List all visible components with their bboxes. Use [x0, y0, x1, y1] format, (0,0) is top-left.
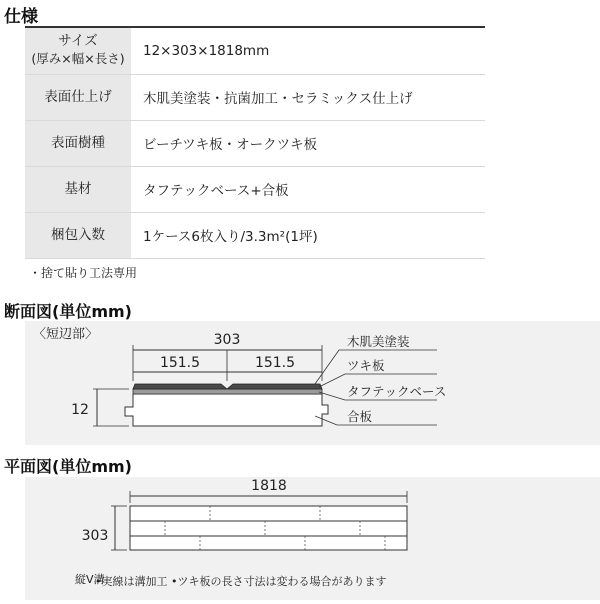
spec-label-pack: 梱包入数 [25, 212, 131, 258]
dim-length-label: 1818 [251, 478, 287, 494]
spec-value-pack: 1ケース6枚入り/3.3m²(1坪) [131, 212, 485, 258]
spec-table [25, 26, 485, 259]
spec-value-finish: 木肌美塗装・抗菌加工・セラミックス仕上げ [131, 74, 485, 120]
spec-label-species: 表面樹種 [25, 120, 131, 166]
spec-value-size: 12×303×1818mm [131, 27, 485, 74]
table-row [25, 27, 485, 74]
table-row [25, 212, 485, 258]
section-title: 断面図(単位mm) [4, 302, 132, 321]
size-label-line2: (厚み×幅×長さ) [31, 51, 125, 67]
dim-half-left-label: 151.5 [159, 355, 201, 371]
spec-label-finish: 表面仕上げ [25, 74, 131, 120]
section-diagram-panel [25, 321, 600, 445]
layer-label-veneer: ツキ板 [347, 358, 385, 373]
spec-value-species: ビーチツキ板・オークツキ板 [131, 120, 485, 166]
spec-note: ・捨て貼り工法専用 [29, 266, 138, 280]
table-row [25, 166, 485, 212]
table-row [25, 120, 485, 166]
spec-label-base: 基材 [25, 166, 131, 212]
dim-plan-width-label: 303 [81, 528, 109, 544]
leader-plywood [315, 416, 437, 425]
layer-label-base: タフテックベース [347, 384, 447, 399]
plan-title: 平面図(単位mm) [4, 457, 132, 476]
spec-value-base: タフテックベース+合板 [131, 166, 485, 212]
veneer-layer [133, 384, 322, 389]
groove-label: 縦V溝 [75, 573, 105, 586]
table-row [25, 74, 485, 120]
dim-width-label: 303 [213, 332, 241, 348]
layer-label-coating: 木肌美塗装 [347, 334, 410, 349]
layer-label-plywood: 合板 [347, 409, 373, 424]
section-diagram [25, 321, 600, 445]
spec-title: 仕様 [4, 7, 38, 27]
plan-footnote: •実線は溝加工 •ツキ板の長さ寸法は変わる場合があります [95, 575, 387, 588]
base-layer [133, 389, 322, 394]
dim-half-right-label: 151.5 [254, 355, 296, 371]
plan-board [130, 506, 407, 550]
spec-label-size [25, 27, 131, 74]
plywood-layer [125, 394, 328, 426]
dim-thickness-label: 12 [71, 402, 89, 418]
section-subtitle: 〈短辺部〉 [33, 327, 99, 342]
size-label-line1: サイズ [58, 33, 98, 50]
